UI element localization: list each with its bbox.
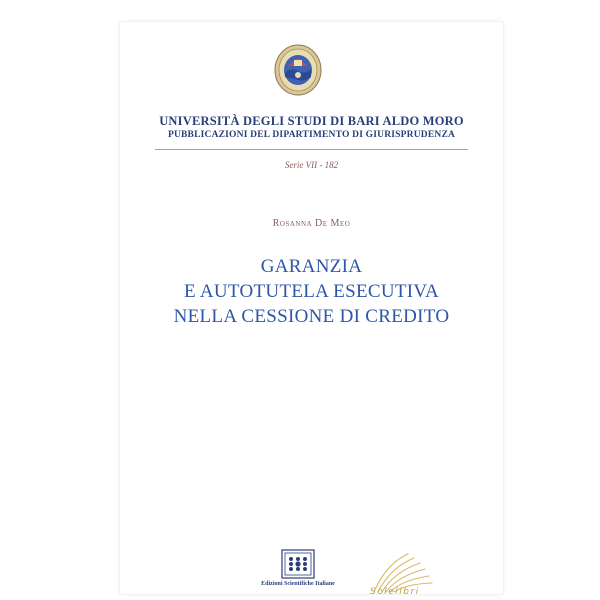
department-name: PUBBLICAZIONI DEL DIPARTIMENTO DI GIURISPRUDENZA (167, 130, 456, 140)
title-line-2: E AUTOTUTELA ESECUTIVA (183, 281, 439, 302)
title-line-1: GARANZIA (260, 256, 363, 277)
publisher-logo-icon (281, 549, 315, 579)
university-name: UNIVERSITÀ DEGLI STUDI DI BARI ALDO MORO (159, 114, 464, 128)
series-label: Serie VII - 182 (284, 160, 339, 170)
author-name: Rosanna De Meo (272, 218, 351, 229)
imprint-name: Solelibri (370, 587, 420, 597)
header-divider (155, 149, 468, 150)
publisher-name: Edizioni Scientifiche Italiane (261, 581, 335, 587)
university-seal-icon (274, 44, 322, 96)
title-line-3: NELLA CESSIONE DI CREDITO (173, 306, 450, 327)
book-cover (120, 22, 503, 597)
